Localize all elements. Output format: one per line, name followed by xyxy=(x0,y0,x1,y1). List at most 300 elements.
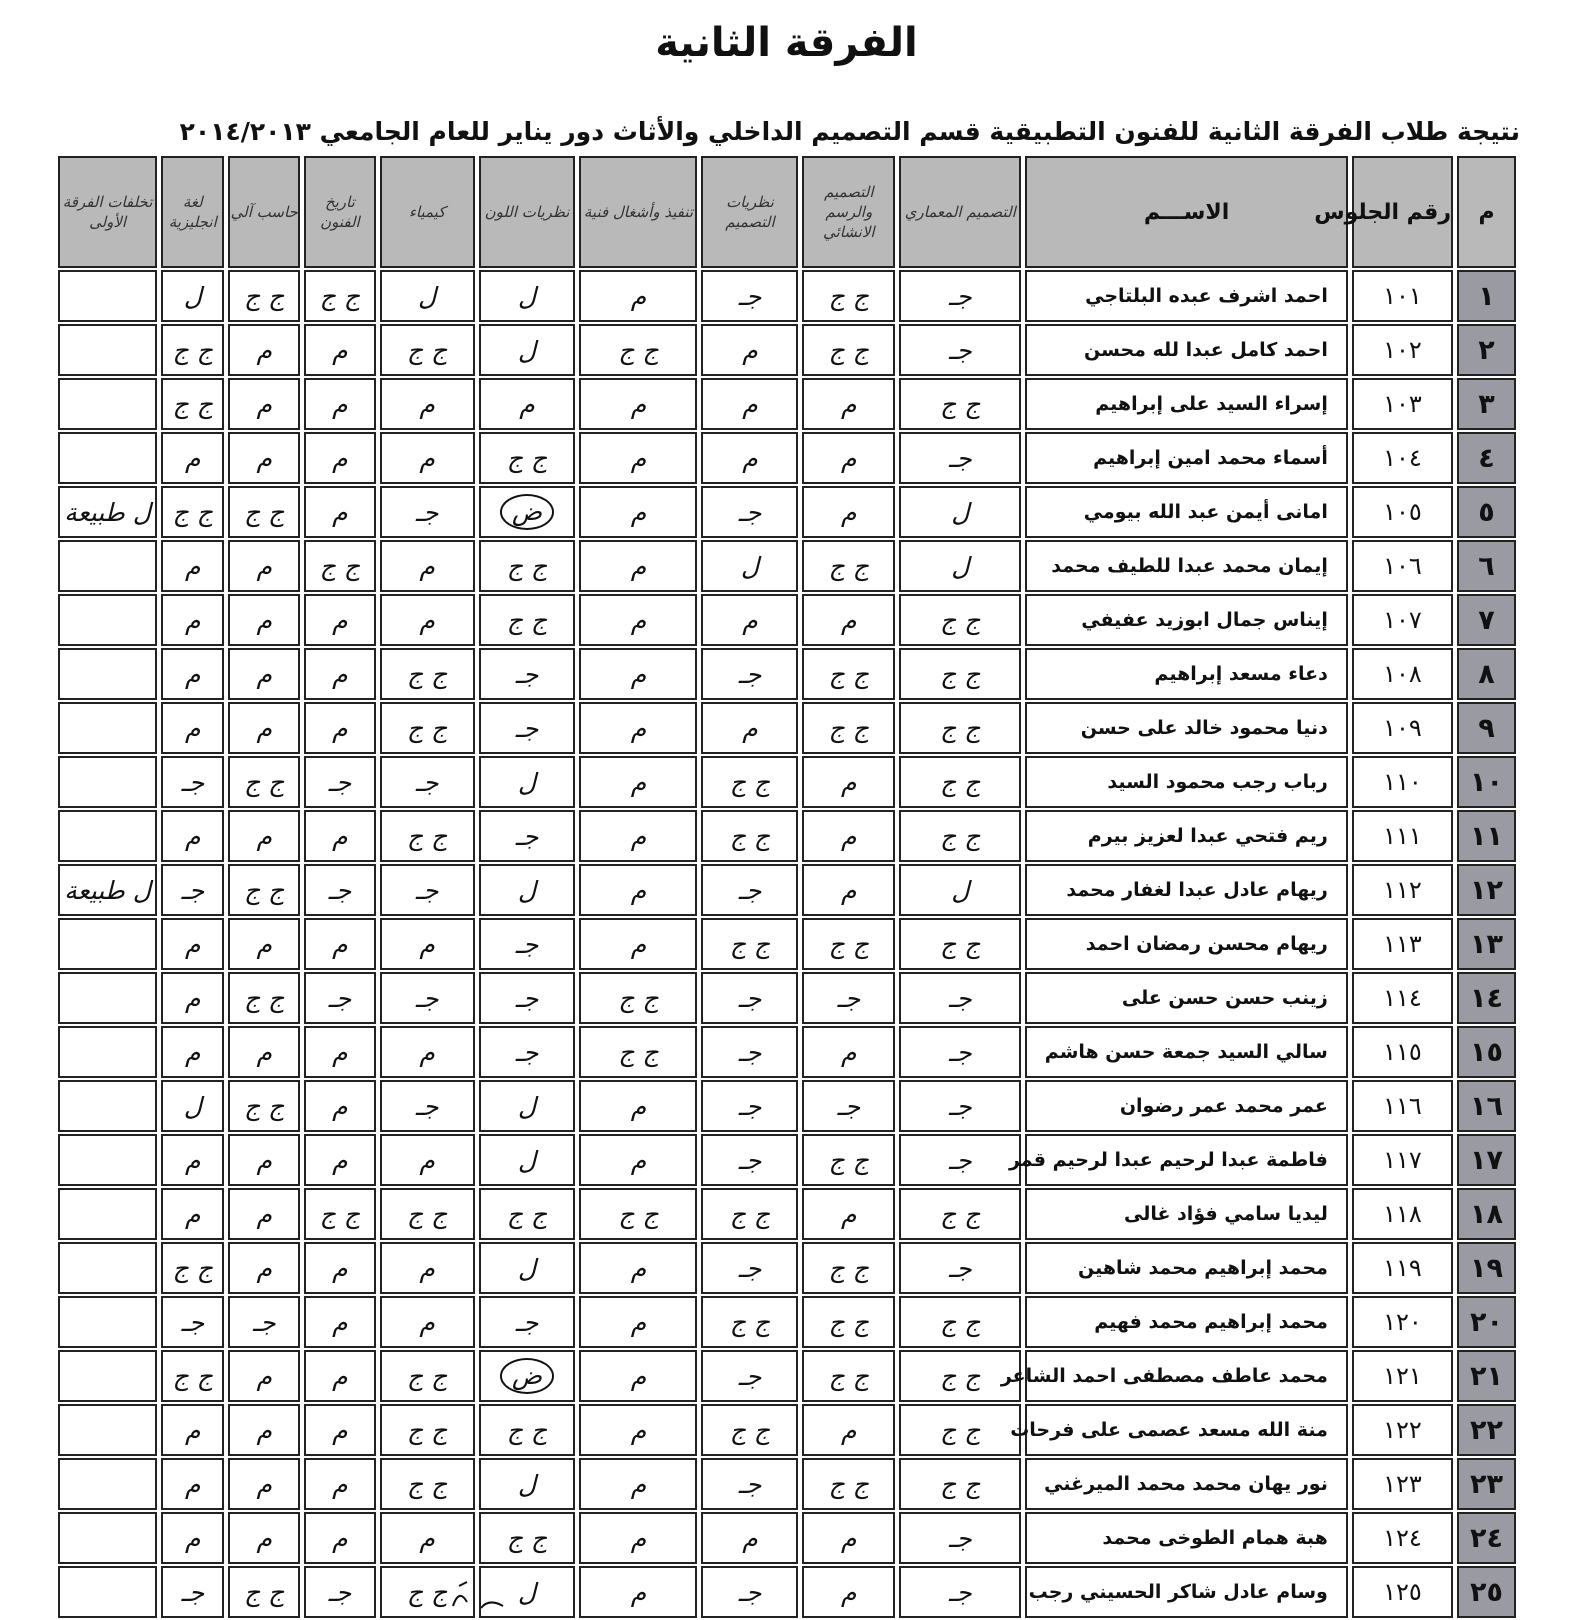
grade-cell: م xyxy=(304,432,376,484)
grade-cell: ج ج xyxy=(228,486,300,538)
grade-cell: م xyxy=(228,1134,300,1186)
row-number: ١٦ xyxy=(1457,1080,1516,1132)
grade-cell xyxy=(58,1134,157,1186)
grade-cell: جـ xyxy=(701,864,798,916)
seat-number: ١٢٥ xyxy=(1352,1566,1453,1618)
grade-cell xyxy=(58,270,157,322)
row-number: ١٩ xyxy=(1457,1242,1516,1294)
grade-cell: م xyxy=(161,810,224,862)
grade-cell: م xyxy=(304,702,376,754)
grade-cell: ج ج xyxy=(161,378,224,430)
seat-number: ١١٢ xyxy=(1352,864,1453,916)
seat-number: ١١٧ xyxy=(1352,1134,1453,1186)
grade-cell: ج ج xyxy=(899,1404,1021,1456)
grade-cell: م xyxy=(579,486,697,538)
grade-cell: جـ xyxy=(479,702,576,754)
grade-cell: ج ج xyxy=(802,702,895,754)
grade-cell: م xyxy=(228,594,300,646)
grade-cell: جـ xyxy=(479,1026,576,1078)
grade-cell: م xyxy=(228,1404,300,1456)
grade-cell: م xyxy=(701,594,798,646)
seat-number: ١١٦ xyxy=(1352,1080,1453,1132)
grade-cell: م xyxy=(802,1188,895,1240)
grade-cell xyxy=(58,918,157,970)
document-title: الفرقة الثانية xyxy=(655,20,918,66)
grade-cell: ل xyxy=(161,1080,224,1132)
grade-cell: م xyxy=(161,594,224,646)
grade-cell: جـ xyxy=(161,756,224,808)
grade-cell: م xyxy=(161,1134,224,1186)
grade-cell: م xyxy=(802,810,895,862)
grade-cell: ج ج xyxy=(161,1242,224,1294)
grade-cell: جـ xyxy=(899,1512,1021,1564)
table-row xyxy=(58,378,1516,430)
grade-cell: جـ xyxy=(304,972,376,1024)
row-number: ٩ xyxy=(1457,702,1516,754)
grade-cell: ج ج xyxy=(802,1458,895,1510)
grade-cell: ج ج xyxy=(579,324,697,376)
row-number: ١٥ xyxy=(1457,1026,1516,1078)
grade-cell: م xyxy=(304,1350,376,1402)
grade-cell: ج ج xyxy=(899,1458,1021,1510)
table-row xyxy=(58,702,1516,754)
grade-cell: جـ xyxy=(380,756,475,808)
results-table xyxy=(54,154,1520,1620)
row-number: ٢٥ xyxy=(1457,1566,1516,1618)
grade-cell: جـ xyxy=(899,1080,1021,1132)
table-row xyxy=(58,864,1516,916)
row-number: ١٧ xyxy=(1457,1134,1516,1186)
grade-cell: م xyxy=(304,648,376,700)
grade-cell: ج ج xyxy=(899,1350,1021,1402)
grade-cell: جـ xyxy=(701,1350,798,1402)
grade-cell xyxy=(58,594,157,646)
grade-cell: م xyxy=(304,1404,376,1456)
grade-cell: جـ xyxy=(228,1296,300,1348)
seat-number: ١٢٤ xyxy=(1352,1512,1453,1564)
grade-cell: جـ xyxy=(899,432,1021,484)
grade-cell: ج ج xyxy=(701,1296,798,1348)
seat-number: ١١٠ xyxy=(1352,756,1453,808)
grade-cell: جـ xyxy=(701,270,798,322)
grade-cell: ل xyxy=(161,270,224,322)
table-row xyxy=(58,1350,1516,1402)
header-row xyxy=(58,156,1516,268)
table-row xyxy=(58,432,1516,484)
grade-cell: جـ xyxy=(701,1134,798,1186)
table-row xyxy=(58,810,1516,862)
grade-cell: جـ xyxy=(479,648,576,700)
row-number: ٢٤ xyxy=(1457,1512,1516,1564)
grade-cell: م xyxy=(228,1458,300,1510)
grade-cell: جـ xyxy=(701,972,798,1024)
grade-cell: جـ xyxy=(802,972,895,1024)
grade-cell xyxy=(58,648,157,700)
grade-cell xyxy=(58,1188,157,1240)
grade-cell: م xyxy=(380,1134,475,1186)
grade-cell: ج ج xyxy=(899,756,1021,808)
grade-cell xyxy=(58,972,157,1024)
grade-cell: م xyxy=(304,1296,376,1348)
student-name: دعاء مسعد إبراهيم xyxy=(1025,648,1347,700)
grade-cell: م xyxy=(161,972,224,1024)
table-row xyxy=(58,324,1516,376)
grade-cell: ل xyxy=(479,756,576,808)
grade-cell: ج ج xyxy=(701,756,798,808)
grade-cell: جـ xyxy=(479,1296,576,1348)
grade-cell: ج ج xyxy=(899,702,1021,754)
header-subject: تنفيذ وأشغال فنية xyxy=(579,156,697,268)
grade-cell xyxy=(58,810,157,862)
row-number: ١٢ xyxy=(1457,864,1516,916)
grade-cell: ج ج xyxy=(380,1566,475,1618)
grade-cell xyxy=(58,1512,157,1564)
student-name: عمر محمد عمر رضوان xyxy=(1025,1080,1347,1132)
student-name: ريم فتحي عبدا لعزيز بيرم xyxy=(1025,810,1347,862)
grade-cell: م xyxy=(380,432,475,484)
grade-cell: ج ج xyxy=(161,486,224,538)
grade-cell: ل xyxy=(380,270,475,322)
grade-cell: م xyxy=(579,1242,697,1294)
grade-cell: م xyxy=(579,1458,697,1510)
grade-cell: ل طبيعة xyxy=(58,486,157,538)
grade-cell: م xyxy=(161,1458,224,1510)
table-row xyxy=(58,1242,1516,1294)
grade-cell: ل xyxy=(701,540,798,592)
student-name: فاطمة عبدا لرحيم عبدا لرحيم قمر xyxy=(1025,1134,1347,1186)
grade-cell: م xyxy=(228,648,300,700)
grade-cell: ل xyxy=(479,1242,576,1294)
grade-cell: ل xyxy=(899,540,1021,592)
grade-cell: م xyxy=(304,378,376,430)
grade-cell: م xyxy=(802,1404,895,1456)
row-number: ٢١ xyxy=(1457,1350,1516,1402)
grade-cell: م xyxy=(161,648,224,700)
grade-cell: م xyxy=(701,1512,798,1564)
header-name: الاســـم xyxy=(1025,156,1347,268)
grade-cell xyxy=(58,1296,157,1348)
grade-cell: م xyxy=(701,432,798,484)
grade-cell: م xyxy=(304,810,376,862)
grade-cell: م xyxy=(579,864,697,916)
grade-cell: جـ xyxy=(479,810,576,862)
grade-cell xyxy=(58,1458,157,1510)
row-number: ٥ xyxy=(1457,486,1516,538)
grade-cell: ج ج xyxy=(579,1026,697,1078)
grade-cell: جـ xyxy=(701,1080,798,1132)
grade-cell: م xyxy=(228,540,300,592)
circled-grade: ض xyxy=(500,494,554,530)
grade-cell: ل xyxy=(479,1080,576,1132)
student-name: زينب حسن حسن على xyxy=(1025,972,1347,1024)
seat-number: ١٠٤ xyxy=(1352,432,1453,484)
grade-cell xyxy=(58,1350,157,1402)
grade-cell: ج ج xyxy=(228,756,300,808)
student-name: محمد إبراهيم محمد فهيم xyxy=(1025,1296,1347,1348)
grade-cell: ل xyxy=(899,486,1021,538)
seat-number: ١٠٣ xyxy=(1352,378,1453,430)
row-number: ٧ xyxy=(1457,594,1516,646)
grade-cell: م xyxy=(802,378,895,430)
grade-cell xyxy=(479,486,576,538)
grade-cell xyxy=(58,378,157,430)
grade-cell: ج ج xyxy=(161,1350,224,1402)
row-number: ٢ xyxy=(1457,324,1516,376)
grade-cell: ج ج xyxy=(802,270,895,322)
student-name: إسراء السيد على إبراهيم xyxy=(1025,378,1347,430)
grade-cell: م xyxy=(161,1188,224,1240)
grade-cell: ج ج xyxy=(380,1458,475,1510)
table-row xyxy=(58,918,1516,970)
student-name: محمد إبراهيم محمد شاهين xyxy=(1025,1242,1347,1294)
grade-cell: ج ج xyxy=(899,594,1021,646)
grade-cell: ج ج xyxy=(701,918,798,970)
grade-cell: م xyxy=(380,540,475,592)
grade-cell: جـ xyxy=(899,1242,1021,1294)
grade-cell: م xyxy=(701,324,798,376)
seat-number: ١١٥ xyxy=(1352,1026,1453,1078)
grade-cell: ل xyxy=(899,864,1021,916)
grade-cell: م xyxy=(161,918,224,970)
grade-cell: جـ xyxy=(380,972,475,1024)
grade-cell: جـ xyxy=(161,864,224,916)
grade-cell: م xyxy=(579,1512,697,1564)
grade-cell: ج ج xyxy=(479,1512,576,1564)
grade-cell: م xyxy=(228,324,300,376)
grade-cell: ج ج xyxy=(380,1350,475,1402)
grade-cell: ج ج xyxy=(228,972,300,1024)
grade-cell: ج ج xyxy=(479,594,576,646)
seat-number: ١٠٢ xyxy=(1352,324,1453,376)
grade-cell: ج ج xyxy=(161,324,224,376)
grade-cell: جـ xyxy=(380,486,475,538)
grade-cell: م xyxy=(228,918,300,970)
grade-cell: جـ xyxy=(304,756,376,808)
table-row xyxy=(58,756,1516,808)
grade-cell: م xyxy=(701,378,798,430)
grade-cell: م xyxy=(579,594,697,646)
header-subject: التصميم والرسم الانشائي xyxy=(802,156,895,268)
row-number: ٢٣ xyxy=(1457,1458,1516,1510)
row-number: ٢٢ xyxy=(1457,1404,1516,1456)
student-name: رباب رجب محمود السيد xyxy=(1025,756,1347,808)
student-name: دنيا محمود خالد على حسن xyxy=(1025,702,1347,754)
grade-cell: ج ج xyxy=(228,1080,300,1132)
student-name: إيناس جمال ابوزيد عفيفي xyxy=(1025,594,1347,646)
grade-cell xyxy=(58,432,157,484)
header-subject: التصميم المعماري xyxy=(899,156,1021,268)
grade-cell: جـ xyxy=(899,1566,1021,1618)
grade-cell: م xyxy=(380,918,475,970)
grade-cell: ج ج xyxy=(802,540,895,592)
grade-cell: م xyxy=(161,702,224,754)
seat-number: ١٢٢ xyxy=(1352,1404,1453,1456)
grade-cell: جـ xyxy=(899,972,1021,1024)
table-row xyxy=(58,972,1516,1024)
grade-cell: م xyxy=(579,756,697,808)
table-row xyxy=(58,1134,1516,1186)
grade-cell xyxy=(479,1350,576,1402)
seat-number: ١٢١ xyxy=(1352,1350,1453,1402)
grade-cell: م xyxy=(228,1026,300,1078)
grade-cell xyxy=(58,756,157,808)
grade-cell: م xyxy=(579,1566,697,1618)
grade-cell: م xyxy=(228,378,300,430)
row-number: ١٨ xyxy=(1457,1188,1516,1240)
grade-cell: م xyxy=(802,864,895,916)
seat-number: ١١٤ xyxy=(1352,972,1453,1024)
grade-cell: م xyxy=(380,1512,475,1564)
grade-cell: م xyxy=(161,1404,224,1456)
table-row xyxy=(58,648,1516,700)
student-name: هبة همام الطوخى محمد xyxy=(1025,1512,1347,1564)
grade-cell: م xyxy=(228,702,300,754)
grade-cell: م xyxy=(304,1080,376,1132)
grade-cell: جـ xyxy=(802,1080,895,1132)
grade-cell: ل xyxy=(479,1134,576,1186)
grade-cell: جـ xyxy=(161,1296,224,1348)
grade-cell: ل xyxy=(479,1566,576,1618)
seat-number: ١٢٠ xyxy=(1352,1296,1453,1348)
grade-cell xyxy=(58,702,157,754)
grade-cell: ج ج xyxy=(380,1188,475,1240)
grade-cell: م xyxy=(304,1134,376,1186)
table-body xyxy=(58,270,1516,1618)
grade-cell: ج ج xyxy=(899,378,1021,430)
header-subject: نظريات التصميم xyxy=(701,156,798,268)
grade-cell: ج ج xyxy=(899,918,1021,970)
grade-cell: جـ xyxy=(380,864,475,916)
table-row xyxy=(58,1026,1516,1078)
grade-cell: جـ xyxy=(701,648,798,700)
grade-cell: جـ xyxy=(701,1026,798,1078)
grade-cell: م xyxy=(579,1404,697,1456)
row-number: ٦ xyxy=(1457,540,1516,592)
grade-cell: ج ج xyxy=(228,864,300,916)
table-row xyxy=(58,1404,1516,1456)
grade-cell: جـ xyxy=(304,1566,376,1618)
student-name: محمد عاطف مصطفى احمد الشاعر xyxy=(1025,1350,1347,1402)
grade-cell: ج ج xyxy=(228,270,300,322)
grade-cell: ج ج xyxy=(304,540,376,592)
seat-number: ١١٣ xyxy=(1352,918,1453,970)
grade-cell: م xyxy=(802,432,895,484)
table-row xyxy=(58,1296,1516,1348)
grade-cell: م xyxy=(701,702,798,754)
row-number: ١٤ xyxy=(1457,972,1516,1024)
grade-cell: م xyxy=(228,1350,300,1402)
grade-cell: جـ xyxy=(161,1566,224,1618)
grade-cell: م xyxy=(304,918,376,970)
seat-number: ١١١ xyxy=(1352,810,1453,862)
seat-number: ١٠٩ xyxy=(1352,702,1453,754)
row-number: ١١ xyxy=(1457,810,1516,862)
grade-cell: م xyxy=(579,432,697,484)
grade-cell xyxy=(58,1080,157,1132)
header-seat-number: رقم الجلوس xyxy=(1352,156,1453,268)
seat-number: ١٠٥ xyxy=(1352,486,1453,538)
grade-cell: م xyxy=(380,1026,475,1078)
seat-number: ١١٨ xyxy=(1352,1188,1453,1240)
grade-cell: جـ xyxy=(380,1080,475,1132)
grade-cell: ج ج xyxy=(899,810,1021,862)
grade-cell: م xyxy=(161,540,224,592)
grade-cell: م xyxy=(304,1026,376,1078)
handwritten-mark xyxy=(445,1582,515,1612)
grade-cell: ج ج xyxy=(701,1404,798,1456)
table-row xyxy=(58,594,1516,646)
header-subject: تخلفات الفرقة الأولى xyxy=(58,156,157,268)
grade-cell: ج ج xyxy=(802,1242,895,1294)
grade-cell: م xyxy=(579,540,697,592)
table-row xyxy=(58,1080,1516,1132)
grade-cell xyxy=(58,1242,157,1294)
header-subject: كيمياء xyxy=(380,156,475,268)
grade-cell: م xyxy=(304,1512,376,1564)
grade-cell: م xyxy=(304,486,376,538)
grade-cell: ج ج xyxy=(701,1188,798,1240)
grade-cell: جـ xyxy=(701,1566,798,1618)
grade-cell: ج ج xyxy=(802,1134,895,1186)
grade-cell: ج ج xyxy=(380,702,475,754)
seat-number: ١٠٧ xyxy=(1352,594,1453,646)
grade-cell: ج ج xyxy=(304,1188,376,1240)
grade-cell: ج ج xyxy=(380,1404,475,1456)
seat-number: ١١٩ xyxy=(1352,1242,1453,1294)
grade-cell: جـ xyxy=(899,1134,1021,1186)
grade-cell: م xyxy=(161,1026,224,1078)
grade-cell: ل xyxy=(479,324,576,376)
grade-cell: ج ج xyxy=(479,540,576,592)
seat-number: ١٢٣ xyxy=(1352,1458,1453,1510)
grade-cell: ل xyxy=(479,270,576,322)
grade-cell: ج ج xyxy=(802,1350,895,1402)
grade-cell: م xyxy=(161,432,224,484)
table-row xyxy=(58,486,1516,538)
grade-cell: ج ج xyxy=(579,972,697,1024)
grade-cell: ج ج xyxy=(479,1188,576,1240)
grade-cell: م xyxy=(479,378,576,430)
grade-cell: م xyxy=(161,1512,224,1564)
grade-cell: جـ xyxy=(701,1242,798,1294)
header-subject: حاسب آلي xyxy=(228,156,300,268)
grade-cell: م xyxy=(380,594,475,646)
grade-cell: جـ xyxy=(479,918,576,970)
grade-cell: ج ج xyxy=(802,1296,895,1348)
grade-cell: م xyxy=(228,1188,300,1240)
row-number: ١٠ xyxy=(1457,756,1516,808)
grade-cell: م xyxy=(228,432,300,484)
grade-cell: م xyxy=(802,486,895,538)
grade-cell: م xyxy=(579,1080,697,1132)
grade-cell: م xyxy=(579,1296,697,1348)
header-num: م xyxy=(1457,156,1516,268)
grade-cell: م xyxy=(579,702,697,754)
student-name: نور يهان محمد محمد الميرغني xyxy=(1025,1458,1347,1510)
grade-cell xyxy=(58,324,157,376)
grade-cell: جـ xyxy=(899,270,1021,322)
circled-grade: ض xyxy=(500,1358,554,1394)
table-row xyxy=(58,1458,1516,1510)
grade-cell: ج ج xyxy=(802,918,895,970)
table-row xyxy=(58,1566,1516,1618)
grade-cell: ج ج xyxy=(380,324,475,376)
student-name: احمد كامل عبدا لله محسن xyxy=(1025,324,1347,376)
grade-cell: جـ xyxy=(899,1026,1021,1078)
grade-cell: م xyxy=(380,378,475,430)
grade-cell: ج ج xyxy=(380,810,475,862)
grade-cell: م xyxy=(579,1350,697,1402)
